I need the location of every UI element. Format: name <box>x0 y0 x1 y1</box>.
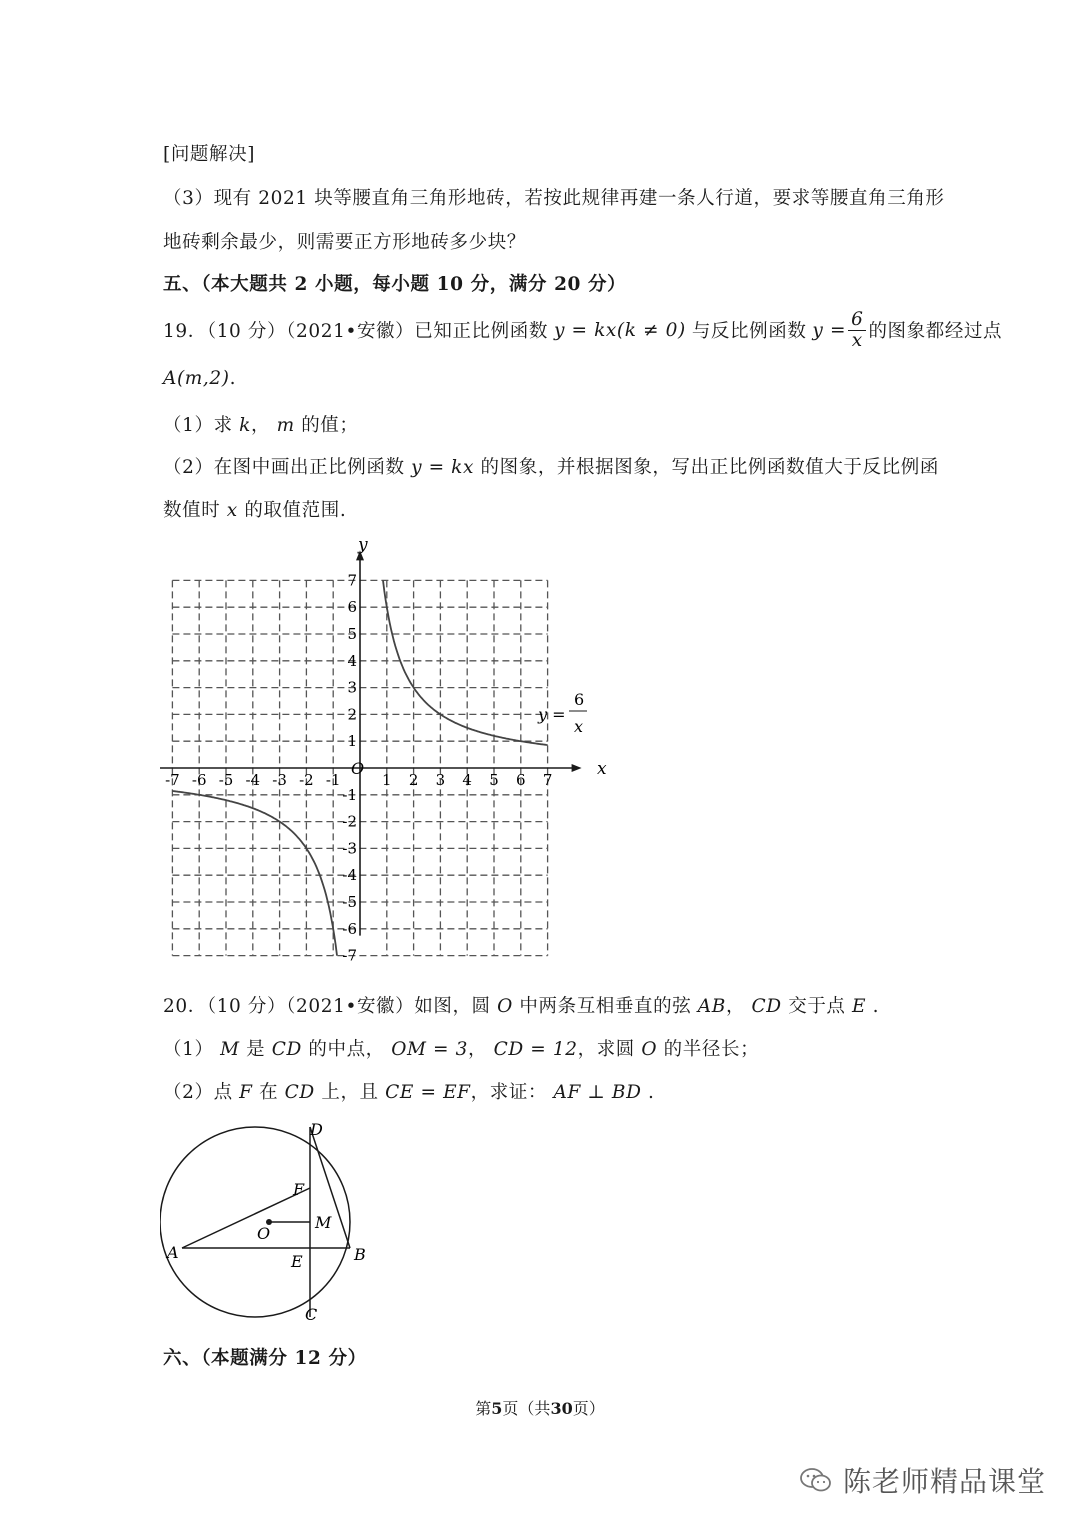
footer-post: 页） <box>572 1399 605 1418</box>
q20-part1-e: 的半径长； <box>663 1039 760 1060</box>
q20-part1-cdv: CD = 12 <box>493 1039 578 1060</box>
origin-label: O <box>351 759 365 778</box>
x-axis-arrow <box>572 764 582 772</box>
q20-part2-perp: AF ⊥ BD <box>553 1082 642 1103</box>
q20-part1-m: M <box>220 1039 240 1060</box>
q19-point-line <box>163 368 236 389</box>
y-tick-label: -5 <box>342 893 357 911</box>
q20-e: E <box>852 996 867 1017</box>
q19-part1-post: 的值； <box>301 415 359 436</box>
q20-part2-eq: CE = EF <box>385 1082 471 1103</box>
q19-middle: 与反比例函数 <box>691 321 807 342</box>
q20-part2 <box>163 1078 654 1104</box>
label-f: F <box>293 1180 305 1199</box>
label-b: B <box>354 1245 366 1264</box>
q20-end: . <box>872 996 880 1017</box>
q19-part2-x: x <box>226 500 238 521</box>
q20-prefix: 20．（10 分）（2021•安徽）如图，圆 <box>163 996 491 1017</box>
page-footer <box>0 1396 1080 1419</box>
q19-part2 <box>163 453 939 479</box>
label-o: O <box>257 1224 271 1243</box>
series-line <box>383 580 548 745</box>
wechat-icon <box>799 1466 833 1494</box>
q20-part1-d: ，求圆 <box>577 1039 635 1060</box>
x-tick-label: 4 <box>462 771 472 789</box>
y-tick-label: -6 <box>342 919 357 938</box>
q20-cd: CD <box>751 996 782 1017</box>
y-tick-label: -7 <box>342 946 357 965</box>
label-c: C <box>305 1305 318 1324</box>
y-tick-label: 6 <box>347 598 357 617</box>
series-line <box>172 791 337 956</box>
x-tick-label: -3 <box>272 771 287 789</box>
q19-part1-pre: （1）求 <box>163 415 233 436</box>
q20-part1-om: OM = 3 <box>391 1039 469 1060</box>
q19-func2-lhs: y = <box>812 319 847 341</box>
y-axis-label: y <box>358 535 368 555</box>
y-tick-label: -2 <box>342 812 357 831</box>
q20-part2-cd: CD <box>284 1082 315 1103</box>
footer-mid: 页（共 <box>502 1399 551 1418</box>
q3-line2: 地砖剩余最少，则需要正方形地砖多少块？ <box>163 232 526 253</box>
q20-mid2: 交于点 <box>788 996 846 1017</box>
x-axis-label: x <box>597 759 607 779</box>
watermark-text: 陈老师精品课堂 <box>842 1465 1046 1498</box>
y-tick-label: 7 <box>347 571 357 590</box>
q19-part2-line2-post: 的取值范围. <box>244 500 347 521</box>
y-tick-label: 4 <box>347 651 357 670</box>
curve-label <box>537 690 587 736</box>
y-tick-label: 3 <box>347 678 357 697</box>
curve-label-lhs: y = <box>538 705 566 724</box>
y-tick-label: 2 <box>347 705 357 724</box>
y-tick-label: 1 <box>347 732 357 751</box>
circle-diagram <box>160 1115 380 1330</box>
q19-suffix: 的图象都经过点 <box>868 321 1003 342</box>
q3-line1: （3）现有 2021 块等腰直角三角形地砖，若按此规律再建一条人行道，要求等腰直角三角形 <box>163 188 945 209</box>
q20-ab: AB <box>697 996 726 1017</box>
q19-prefix: 19．（10 分）（2021•安徽）已知正比例函数 <box>163 321 548 342</box>
q20-o: O <box>497 996 513 1017</box>
q20-part2-c: ，求证： <box>470 1082 548 1103</box>
q20-part2-f: F <box>239 1082 253 1103</box>
x-tick-label: -2 <box>299 771 314 789</box>
q20-part2-end: . <box>647 1082 655 1103</box>
x-tick-label: 1 <box>382 771 392 789</box>
x-tick-label: 6 <box>516 771 526 789</box>
q19-part2-line2 <box>163 496 346 522</box>
curve-label-num: 6 <box>574 690 585 709</box>
x-tick-label: 3 <box>435 771 446 789</box>
q19-part1-m: m <box>276 415 295 436</box>
q19-part1-sep: ， <box>250 415 271 436</box>
q19-stem <box>163 308 1002 352</box>
q20-mid: 中两条互相垂直的弦 <box>519 996 692 1017</box>
y-tick-label: -3 <box>342 839 357 858</box>
q19-part1 <box>163 411 359 437</box>
label-e: E <box>291 1252 303 1271</box>
q20-part1-b: 的中点， <box>308 1039 385 1060</box>
q19-func2-num: 6 <box>848 310 866 331</box>
q19-point-end: . <box>229 368 237 389</box>
problem-solving-header: [问题解决] <box>163 144 256 165</box>
y-tick-label: -1 <box>342 785 357 804</box>
q19-func1: y = kx(k ≠ 0) <box>553 319 686 341</box>
y-tick-label: -4 <box>342 866 357 885</box>
x-tick-label: -5 <box>218 771 234 789</box>
q20-part2-b: 上，且 <box>321 1082 379 1103</box>
q20-part1-cd: CD <box>271 1039 302 1060</box>
x-tick-label: -7 <box>165 771 180 789</box>
q20-part1-c: ， <box>468 1039 488 1060</box>
footer-page: 5 <box>491 1399 503 1418</box>
q20-part1-a: 是 <box>246 1039 266 1060</box>
label-m: M <box>315 1213 332 1232</box>
y-tick-label: 5 <box>347 625 357 643</box>
q20-part2-a: 在 <box>259 1082 279 1103</box>
label-a: A <box>167 1243 179 1262</box>
q19-part2-func: y = kx <box>411 457 475 478</box>
footer-total: 30 <box>550 1399 573 1418</box>
x-tick-label: 5 <box>489 771 499 789</box>
q19-part2-pre: （2）在图中画出正比例函数 <box>163 457 405 478</box>
x-tick-label: -1 <box>325 771 341 789</box>
q19-func2-fraction <box>848 310 866 351</box>
x-tick-label: -4 <box>245 771 261 789</box>
q19-part2-line2-pre: 数值时 <box>163 500 221 521</box>
q19-point: A(m,2) <box>163 368 230 389</box>
q20-stem <box>163 992 879 1018</box>
q20-part1-pre: （1） <box>163 1039 214 1060</box>
x-tick-label: 2 <box>408 771 419 789</box>
q19-part2-post: 的图象，并根据图象，写出正比例函数值大于反比例函 <box>480 457 939 478</box>
graph-axes <box>160 550 585 935</box>
q20-part1-o: O <box>641 1039 658 1060</box>
segment-af <box>182 1188 310 1248</box>
q20-comma: ， <box>725 996 746 1017</box>
q19-part1-k: k <box>239 415 251 436</box>
watermark <box>799 1460 1046 1500</box>
coordinate-graph <box>160 530 620 975</box>
x-tick-label: -6 <box>191 771 207 789</box>
footer-pre: 第 <box>475 1399 492 1418</box>
q20-part1 <box>163 1035 759 1061</box>
section6-title: 六、（本题满分 12 分） <box>163 1348 367 1369</box>
q19-func2-den: x <box>851 329 863 351</box>
curve-label-den: x <box>574 717 584 736</box>
q20-part2-pre: （2）点 <box>163 1082 233 1103</box>
section5-title: 五、（本大题共 2 小题，每小题 10 分，满分 20 分） <box>163 274 627 295</box>
label-d: D <box>310 1120 323 1139</box>
x-tick-label: 7 <box>542 771 553 789</box>
